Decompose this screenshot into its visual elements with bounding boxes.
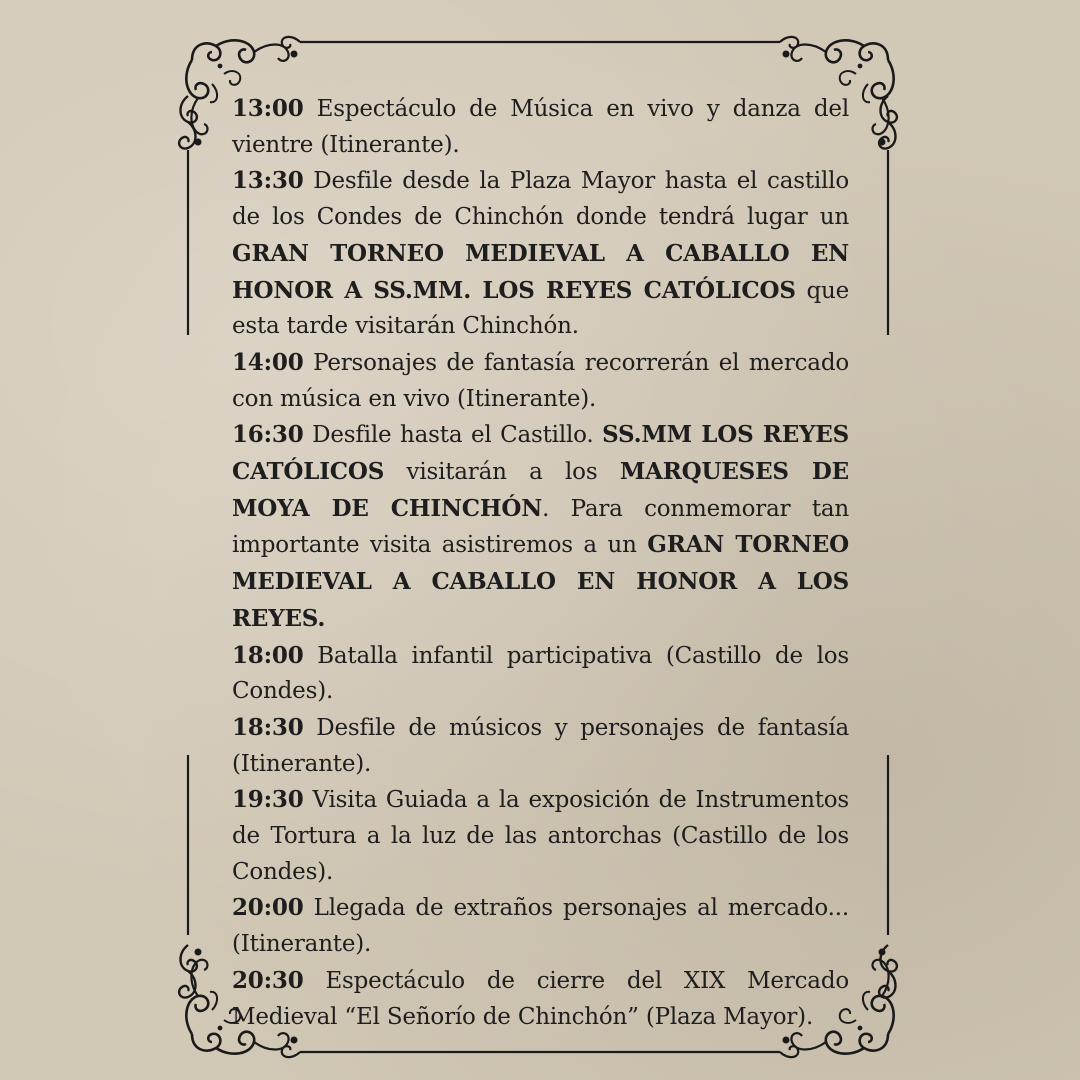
entry-time: 18:30 [232, 713, 304, 741]
schedule-entry [232, 345, 849, 417]
schedule-entry [232, 163, 849, 345]
entry-time: 20:30 [232, 966, 304, 994]
entry-time: 19:30 [232, 786, 304, 814]
schedule-entry [232, 963, 849, 1035]
entry-text: Llegada de extraños personajes al mercado... (Itinerante). [232, 895, 849, 958]
schedule-entry [232, 890, 849, 962]
entry-highlight-text: GRAN TORNEO MEDIEVAL A CABALLO EN HONOR A LOS REYES. [232, 531, 849, 632]
event-schedule [232, 91, 849, 1035]
entry-text: que esta tarde visitarán Chinchón. [232, 277, 849, 340]
schedule-entry [232, 710, 849, 782]
entry-text: Espectáculo de cierre del XIX Mercado Medieval “El Señorío de Chinchón” (Plaza Mayor). [232, 967, 849, 1030]
entry-highlight-text: SS.MM LOS REYES CATÓLICOS [232, 421, 849, 486]
entry-text: Desfile desde la Plaza Mayor hasta el castillo de los Condes de Chinchón donde tendrá lugar un [232, 168, 849, 231]
entry-time: 13:30 [232, 167, 304, 195]
entry-highlight-text: MARQUESES DE MOYA DE CHINCHÓN [232, 458, 849, 522]
schedule-entry [232, 638, 849, 710]
entry-highlight-text: GRAN TORNEO MEDIEVAL A CABALLO EN HONOR A SS.MM. LOS REYES CATÓLICOS [232, 239, 849, 304]
entry-text: Personajes de fantasía recorrerán el mercado con música en vivo (Itinerante). [232, 349, 849, 412]
entry-text: Batalla infantil participativa (Castillo de los Condes). [232, 642, 849, 705]
schedule-entry [232, 417, 849, 637]
schedule-entry [232, 91, 849, 163]
entry-time: 13:00 [232, 95, 304, 122]
entry-text: Visita Guiada a la exposición de Instrumentos de Tortura a la luz de las antorchas (Castillo de los Condes). [232, 787, 849, 885]
entry-text: visitarán a los [384, 459, 620, 486]
entry-text: Desfile de músicos y personajes de fantasía (Itinerante). [232, 714, 849, 777]
scroll-flourish-icon [179, 945, 197, 998]
entry-time: 20:00 [232, 894, 304, 922]
entry-time: 16:30 [232, 421, 304, 449]
entry-text: Espectáculo de Música en vivo y danza del vientre (Itinerante). [232, 96, 849, 158]
entry-text: . Para conmemorar tan importante visita asistiremos a un [232, 495, 849, 559]
entry-time: 14:00 [232, 348, 304, 376]
entry-text: Desfile hasta el Castillo. [312, 422, 603, 449]
entry-time: 18:00 [232, 641, 304, 669]
scroll-flourish-icon [879, 945, 897, 998]
schedule-entry [232, 782, 849, 890]
